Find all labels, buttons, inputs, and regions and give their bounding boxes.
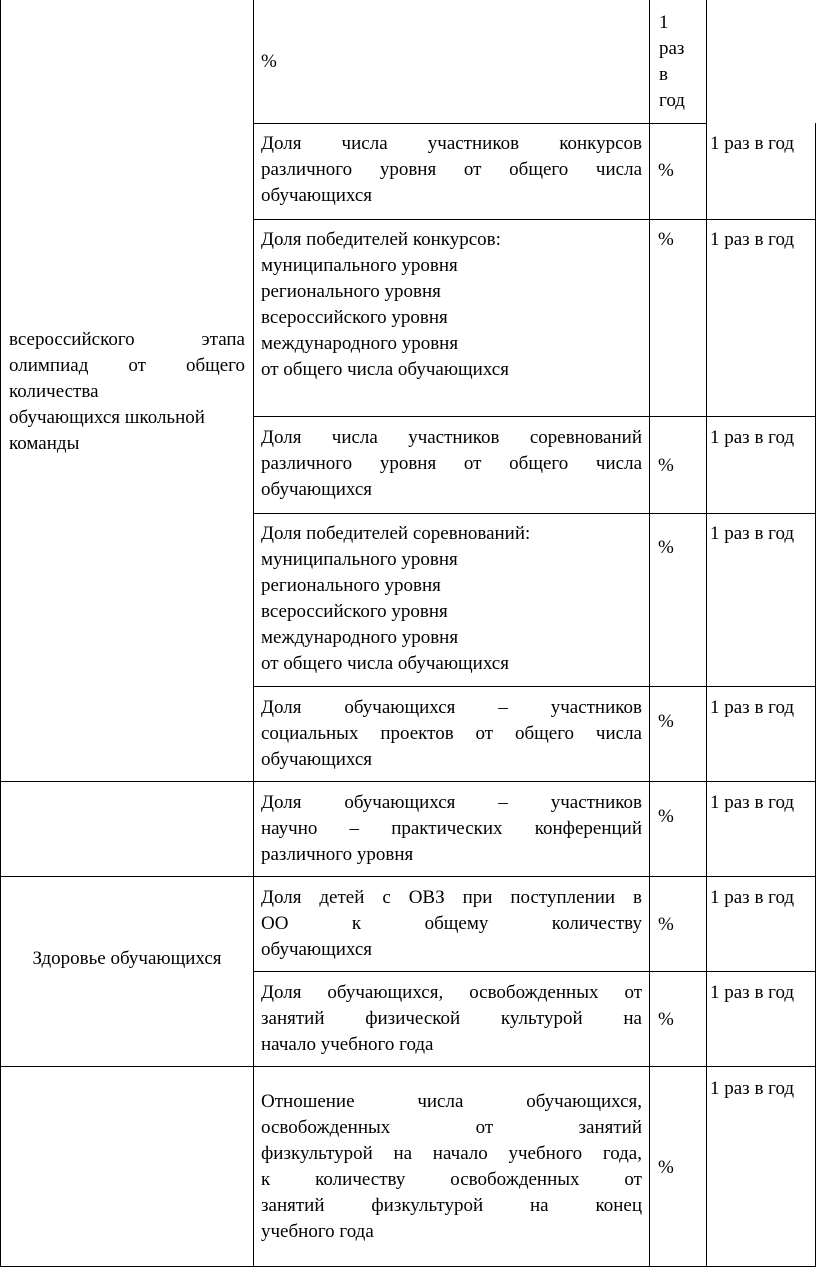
frequency-cell: 1 раз в год — [710, 792, 795, 813]
indicator-line: занятий физкультурой на конец — [261, 1195, 642, 1216]
row-divider — [0, 876, 816, 877]
unit-cell: % — [261, 51, 277, 72]
indicator-line: обучающихся — [261, 185, 373, 206]
indicator-line: Доля победителей соревнований: — [261, 523, 531, 544]
indicator-line: Доля числа участников конкурсов — [261, 133, 642, 154]
indicator-cell — [261, 227, 642, 383]
category-line: обучающихся школьной — [9, 407, 205, 428]
unit-cell: % — [658, 1157, 674, 1178]
indicator-line: обучающихся — [261, 939, 373, 960]
indicator-line: начало учебного года — [261, 1034, 434, 1055]
frequency-line: в — [659, 64, 668, 85]
indicator-cell — [261, 1089, 642, 1245]
row-divider — [0, 781, 816, 782]
indicator-line: муниципального уровня — [261, 549, 458, 570]
indicator-line: освобожденных от занятий — [261, 1117, 642, 1138]
indicator-line: занятий физической культурой на — [261, 1008, 642, 1029]
unit-cell: % — [658, 806, 674, 827]
category-line: Здоровье обучающихся — [32, 948, 222, 969]
column-divider — [649, 0, 650, 1267]
category-line: команды — [9, 433, 80, 454]
indicator-line: муниципального уровня — [261, 255, 458, 276]
indicator-cell — [261, 885, 642, 963]
indicator-line: Доля числа участников соревнований — [261, 427, 642, 448]
row-divider — [253, 416, 816, 417]
indicator-line: различного уровня — [261, 844, 414, 865]
frequency-cell: 1 раз в год — [710, 427, 795, 448]
column-divider — [253, 0, 254, 1267]
indicator-line: Доля победителей конкурсов: — [261, 229, 501, 250]
indicator-line: от общего числа обучающихся — [261, 653, 509, 674]
indicator-line: обучающихся — [261, 479, 373, 500]
indicator-line: Доля детей с ОВЗ при поступлении в — [261, 887, 642, 908]
indicator-line: учебного года — [261, 1221, 374, 1242]
row-divider — [253, 513, 816, 514]
row-divider — [0, 1266, 816, 1267]
unit-cell: % — [658, 711, 674, 732]
indicator-line: регионального уровня — [261, 575, 441, 596]
unit-cell: % — [658, 537, 674, 558]
unit-cell: % — [658, 455, 674, 476]
indicator-line: регионального уровня — [261, 281, 441, 302]
row-divider — [253, 971, 816, 972]
indicator-line: Доля обучающихся, освобожденных от — [261, 982, 642, 1003]
indicator-line: различного уровня от общего числа — [261, 453, 642, 474]
indicator-line: Доля обучающихся – участников — [261, 792, 642, 813]
frequency-cell: 1 раз в год — [710, 697, 795, 718]
frequency-cell: 1 раз в год — [710, 1078, 795, 1099]
indicator-line: различного уровня от общего числа — [261, 159, 642, 180]
frequency-line: год — [659, 90, 685, 111]
frequency-cell: 1 раз в год — [710, 523, 795, 544]
frequency-cell — [659, 10, 705, 114]
unit-cell: % — [658, 1009, 674, 1030]
indicator-line: международного уровня — [261, 333, 459, 354]
unit-cell: % — [658, 160, 674, 181]
indicator-line: всероссийского уровня — [261, 601, 448, 622]
row-divider — [253, 686, 816, 687]
unit-cell: % — [658, 914, 674, 935]
category-line: олимпиад от общего — [9, 355, 245, 376]
indicator-line: социальных проектов от общего числа — [261, 723, 642, 744]
indicator-line: Доля обучающихся – участников — [261, 697, 642, 718]
frequency-cell: 1 раз в год — [710, 229, 795, 250]
category-line: всероссийского этапа — [9, 329, 245, 350]
category-cell — [1, 946, 253, 972]
category-line: количества — [9, 381, 99, 402]
indicator-line: обучающихся — [261, 749, 373, 770]
indicator-cell — [261, 425, 642, 503]
indicator-line: к количеству освобожденных от — [261, 1169, 642, 1190]
category-cell — [9, 327, 245, 457]
indicator-line: международного уровня — [261, 627, 459, 648]
indicator-cell — [261, 695, 642, 773]
indicator-line: от общего числа обучающихся — [261, 359, 509, 380]
frequency-cell: 1 раз в год — [710, 887, 795, 908]
frequency-line: 1 — [659, 12, 669, 33]
column-divider — [0, 0, 1, 1267]
indicator-cell — [261, 521, 642, 677]
row-divider — [253, 123, 707, 124]
indicator-line: научно – практических конференций — [261, 818, 642, 839]
column-divider — [706, 0, 707, 1267]
indicator-cell — [261, 980, 642, 1058]
indicator-line: Отношение числа обучающихся, — [261, 1091, 642, 1112]
frequency-cell: 1 раз в год — [710, 133, 795, 154]
indicator-cell — [261, 790, 642, 868]
row-divider — [0, 1066, 816, 1067]
indicator-line: всероссийского уровня — [261, 307, 448, 328]
unit-cell: % — [658, 229, 674, 250]
indicator-cell — [261, 131, 642, 209]
frequency-line: раз — [659, 38, 685, 59]
indicator-line: физкультурой на начало учебного года, — [261, 1143, 642, 1164]
indicator-line: ОО к общему количеству — [261, 913, 642, 934]
row-divider — [253, 219, 816, 220]
frequency-cell: 1 раз в год — [710, 982, 795, 1003]
